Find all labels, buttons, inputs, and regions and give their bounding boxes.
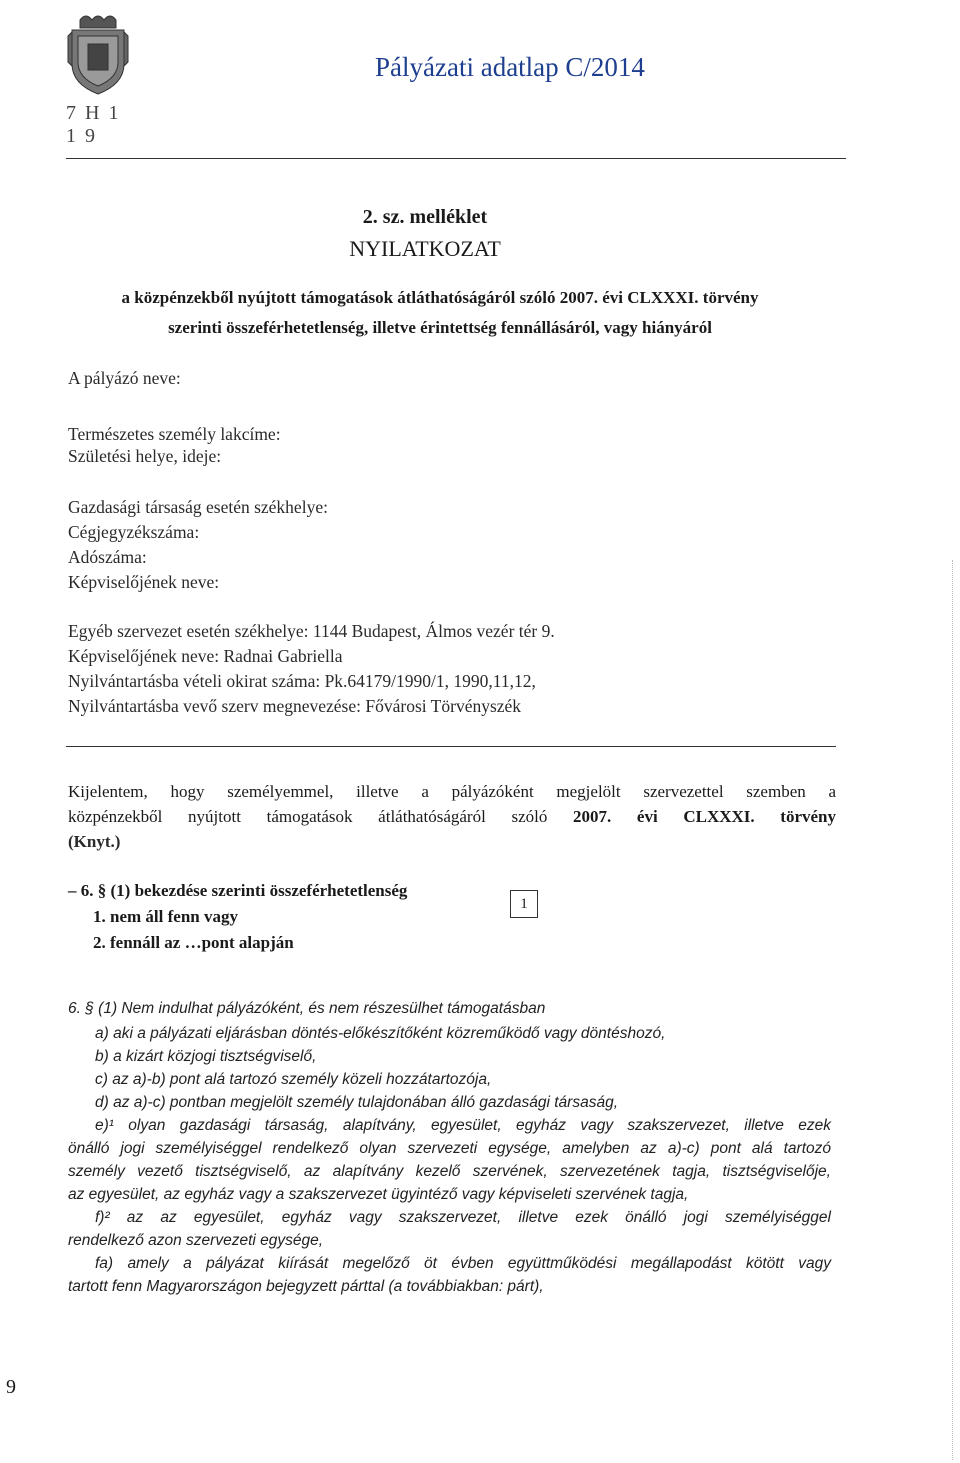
legal-line: tartott fenn Magyarországon bejegyzett párttal (a továbbiakban: párt), [68,1278,544,1295]
legal-line: e)¹ olyan gazdasági társaság, alapítvány, egyesület, egyház vagy szakszervezet, illetve ezek [95,1117,831,1134]
conflict-section: – 6. § (1) bekezdése szerinti összeférhetetlenség [68,881,408,900]
legal-line: b) a kizárt közjogi tisztségviselő, [95,1048,317,1065]
field-registry-org: Nyilvántartásba vevő szerv megnevezése: Fővárosi Törvényszék [68,696,522,716]
field-company-reg: Cégjegyzékszáma: [68,522,200,542]
field-other-rep: Képviselőjének neve: Radnai Gabriella [68,646,343,666]
coat-of-arms-logo [58,6,138,147]
option-not-applicable: 1. nem áll fenn vagy [93,907,238,926]
subtitle-line-1: a közpénzekből nyújtott támogatások átláthatóságáról szóló 2007. évi CLXXXI. törvény [121,288,759,307]
declaration-line-3: (Knyt.) [68,832,121,851]
field-birth: Születési helye, ideje: [68,446,222,466]
field-company-rep: Képviselőjének neve: [68,572,220,592]
legal-line: d) az a)-c) pontban megjelölt személy tulajdonában álló gazdasági társaság, [95,1094,618,1111]
legal-line: a) aki a pályázati eljárásban döntés-előkészítőként közreműködő vagy döntéshozó, [95,1025,666,1042]
legal-line: személy vezető tisztségviselő, az alapítvány kezelő szervének, szervezetének tagja, tisztségviselője, [68,1163,831,1180]
header-divider [66,158,846,159]
page-title: Pályázati adatlap C/2014 [375,52,645,82]
law-reference: 2007. évi CLXXXI. törvény [573,807,836,826]
declaration-line-2 [68,807,836,827]
declaration-line-1: Kijelentem, hogy személyemmel, illetve a pályázóként megjelölt szervezettel szemben a [68,782,836,801]
legal-line: az egyesület, az egyház vagy a szakszervezet ügyintéző vagy képviseleti szervének tagja, [68,1186,689,1203]
scan-edge [952,560,953,1460]
field-company-seat: Gazdasági társaság esetén székhelye: [68,497,328,517]
subtitle-line-2: szerinti összeférhetetlenség, illetve érintettség fennállásáról, vagy hiányáról [168,318,712,337]
field-tax-number: Adószáma: [68,547,147,567]
legal-line: c) az a)-b) pont alá tartozó személy közeli hozzátartozója, [95,1071,492,1088]
annex-label: 2. sz. melléklet [362,206,488,228]
legal-line: 6. § (1) Nem indulhat pályázóként, és nem részesülhet támogatásban [68,1000,546,1017]
selected-option-box[interactable]: 1 [510,890,538,918]
document-heading: NYILATKOZAT [349,236,501,261]
page-number: 9 [6,1376,16,1398]
legal-line: önálló jogi személyiséggel rendelkező olyan szervezeti egysége, amelyben az a)-c) pont alá tartozó [68,1140,831,1157]
field-registry-doc: Nyilvántartásba vételi okirat száma: Pk.64179/1990/1, 1990,11,12, [68,671,536,691]
logo-text: 7 H 1 1 9 [66,102,121,147]
field-other-seat: Egyéb szervezet esetén székhelye: 1144 Budapest, Álmos vezér tér 9. [68,621,555,641]
option-applicable: 2. fennáll az …pont alapján [93,933,294,952]
legal-line: f)² az az egyesület, egyház vagy szakszervezet, illetve ezek önálló jogi személyiséggel [95,1209,831,1226]
declaration-line-2-text: közpénzekből nyújtott támogatások átláthatóságáról szóló [68,807,548,826]
field-applicant-name: A pályázó neve: [68,368,181,388]
field-natural-address: Természetes személy lakcíme: [68,424,281,444]
legal-line: rendelkező azon szervezeti egysége, [68,1232,324,1249]
section-divider [66,746,836,747]
legal-line: fa) amely a pályázat kiírását megelőző öt évben együttműködési megállapodást kötött vagy [95,1255,831,1272]
